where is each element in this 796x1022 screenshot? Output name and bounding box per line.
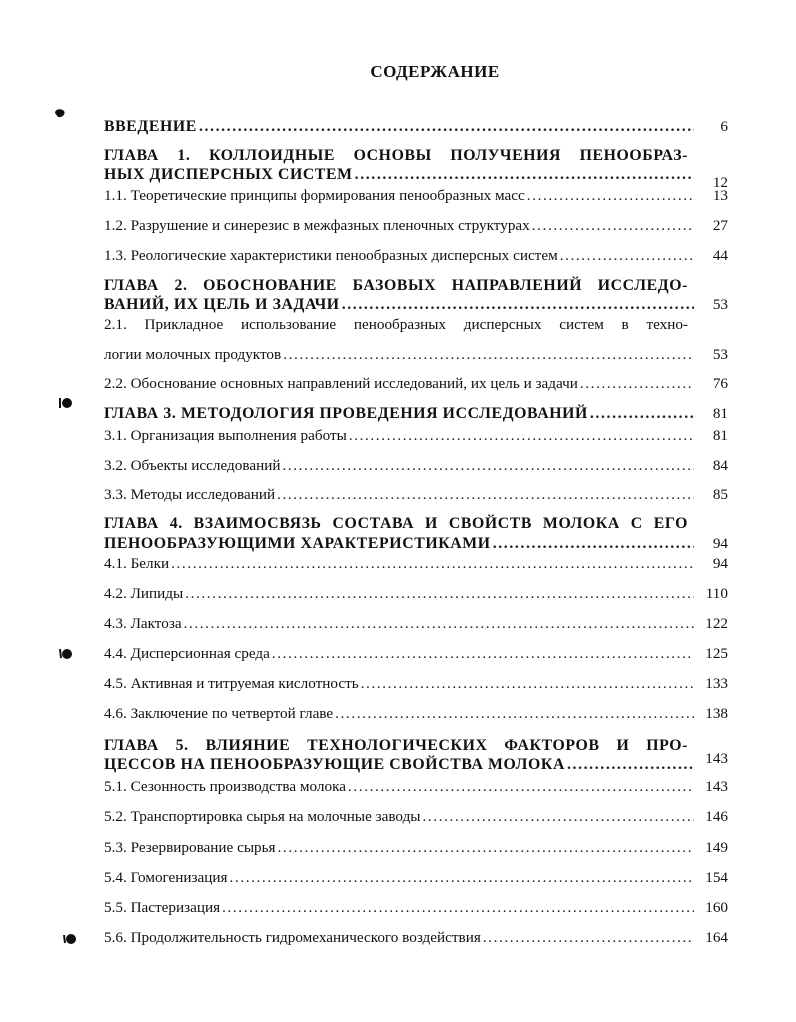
toc-entry-label: 4.3. Лактоза: [104, 615, 182, 632]
toc-section-2-2: [104, 375, 728, 393]
toc-section-2-1-line1: 2.1. Прикладное использование пенообразных дисперсных систем в техно-: [104, 316, 688, 333]
leader-dots: [527, 187, 694, 205]
toc-chapter-1-line1: ГЛАВА 1. КОЛЛОИДНЫЕ ОСНОВЫ ПОЛУЧЕНИЯ ПЕНООБРАЗ-: [104, 147, 688, 164]
toc-page-number: 149: [705, 839, 728, 856]
leader-dots: [361, 675, 694, 693]
toc-entry-label: 3.3. Методы исследований: [104, 486, 276, 503]
toc-page-number: 110: [705, 585, 728, 602]
toc-entry-intro: [104, 118, 728, 136]
leader-dots: [283, 346, 694, 364]
toc-section-2-1: [104, 346, 728, 364]
leader-dots: [493, 535, 694, 553]
toc-section-5-2: [104, 808, 728, 826]
toc-entry-label: 2.2. Обоснование основных направлений исследований, их цель и задачи: [104, 375, 578, 392]
punch-hole-mark: [52, 106, 68, 125]
leader-dots: [483, 929, 694, 947]
toc-entry-label: ГЛАВА 3. МЕТОДОЛОГИЯ ПРОВЕДЕНИЯ ИССЛЕДОВАНИЙ: [104, 405, 588, 422]
toc-section-5-3: [104, 839, 728, 857]
leader-dots: [171, 555, 694, 573]
toc-section-3-1: [104, 427, 728, 445]
toc-entry-label: НЫХ ДИСПЕРСНЫХ СИСТЕМ: [104, 166, 353, 183]
leader-dots: [349, 427, 694, 445]
toc-entry-label: 5.6. Продолжительность гидромеханического воздействия: [104, 929, 481, 946]
toc-section-3-2: [104, 457, 728, 475]
punch-hole-mark: [58, 645, 74, 666]
toc-entry-label: 4.4. Дисперсионная среда: [104, 645, 270, 662]
toc-entry-label: 1.1. Теоретические принципы формирования пенообразных масс: [104, 187, 525, 204]
toc-page-number: 81: [712, 405, 728, 422]
toc-entry-label: ВАНИЙ, ИХ ЦЕЛЬ И ЗАДАЧИ: [104, 296, 340, 313]
toc-page-number: 164: [705, 929, 728, 946]
toc-page-number: 85: [712, 486, 728, 503]
toc-section-4-1: [104, 555, 728, 573]
leader-dots: [278, 839, 694, 857]
toc-chapter-2-line1: ГЛАВА 2. ОБОСНОВАНИЕ БАЗОВЫХ НАПРАВЛЕНИЙ ИССЛЕДО-: [104, 277, 688, 294]
toc-chapter-5-line1: ГЛАВА 5. ВЛИЯНИЕ ТЕХНОЛОГИЧЕСКИХ ФАКТОРОВ И ПРО-: [104, 737, 688, 754]
toc-page-number: 53: [712, 346, 728, 363]
toc-chapter-4: [104, 535, 728, 553]
leader-dots: [348, 778, 694, 796]
toc-page-number: 125: [705, 645, 728, 662]
toc-entry-label: 5.3. Резервирование сырья: [104, 839, 276, 856]
toc-chapter-2: [104, 296, 728, 314]
toc-entry-label: 1.2. Разрушение и синерезис в межфазных пленочных структурах: [104, 217, 530, 234]
leader-dots: [532, 217, 694, 235]
toc-entry-label: ВВЕДЕНИЕ: [104, 118, 197, 135]
toc-entry-label: 5.1. Сезонность производства молока: [104, 778, 346, 795]
leader-dots: [277, 486, 694, 504]
toc-section-3-3: [104, 486, 728, 504]
toc-entry-label: 4.5. Активная и титруемая кислотность: [104, 675, 359, 692]
toc-page-number: 84: [712, 457, 728, 474]
toc-entry-label: 5.2. Транспортировка сырья на молочные заводы: [104, 808, 421, 825]
toc-entry-label: 4.1. Белки: [104, 555, 170, 572]
leader-dots: [335, 705, 694, 723]
toc-section-4-6: [104, 705, 728, 723]
toc-chapter-4-line1: ГЛАВА 4. ВЗАИМОСВЯЗЬ СОСТАВА И СВОЙСТВ МОЛОКА С ЕГО: [104, 515, 688, 532]
toc-page-number: 13: [712, 187, 728, 204]
leader-dots: [580, 375, 694, 393]
page-title-text: СОДЕРЖАНИЕ: [370, 62, 500, 81]
toc-section-5-6: [104, 929, 728, 947]
toc-entry-label: логии молочных продуктов: [104, 346, 282, 363]
toc-entry-label: 3.1. Организация выполнения работы: [104, 427, 347, 444]
toc-entry-label: 5.4. Гомогенизация: [104, 869, 228, 886]
toc-entry-label: 3.2. Объекты исследований: [104, 457, 281, 474]
punch-hole-mark: [58, 395, 74, 416]
toc-entry-label: 4.2. Липиды: [104, 585, 184, 602]
toc-section-4-4: [104, 645, 728, 663]
toc-section-5-5: [104, 899, 728, 917]
toc-section-5-4: [104, 869, 728, 887]
toc-page-number: 143: [705, 778, 728, 795]
toc-section-4-3: [104, 615, 728, 633]
toc-page-number: 94: [712, 555, 728, 572]
toc-section-1-1: [104, 187, 728, 205]
leader-dots: [199, 118, 694, 136]
toc-chapter-5: [104, 750, 728, 774]
toc-page-number: 12: [712, 174, 728, 191]
leader-dots: [423, 808, 694, 826]
toc-entry-label: ПЕНООБРАЗУЮЩИМИ ХАРАКТЕРИСТИКАМИ: [104, 535, 491, 552]
toc-entry-label: ЦЕССОВ НА ПЕНООБРАЗУЮЩИЕ СВОЙСТВА МОЛОКА: [104, 756, 565, 773]
leader-dots: [230, 869, 694, 887]
leader-dots: [184, 615, 694, 633]
leader-dots: [590, 405, 694, 423]
toc-page-number: 6: [720, 118, 728, 135]
toc-section-1-2: [104, 217, 728, 235]
toc-entry-label: 4.6. Заключение по четвертой главе: [104, 705, 334, 722]
toc-page-number: 53: [712, 296, 728, 313]
leader-dots: [282, 457, 694, 475]
toc-page-number: 133: [705, 675, 728, 692]
toc-chapter-3: [104, 405, 728, 423]
punch-hole-mark: [62, 930, 78, 951]
leader-dots: [185, 585, 694, 603]
leader-dots: [342, 296, 694, 314]
toc-page-number: 160: [705, 899, 728, 916]
toc-page-number: 154: [705, 869, 728, 886]
leader-dots: [272, 645, 694, 663]
leader-dots: [560, 247, 694, 265]
toc-section-5-1: [104, 778, 728, 796]
leader-dots: [222, 899, 694, 917]
toc-page-number: 143: [705, 750, 728, 767]
toc-page-number: 44: [712, 247, 728, 264]
leader-dots: [567, 756, 694, 774]
toc-page-number: 146: [705, 808, 728, 825]
toc-entry-label: 5.5. Пастеризация: [104, 899, 221, 916]
toc-page-number: 76: [712, 375, 728, 392]
toc-page-number: 81: [712, 427, 728, 444]
toc-entry-label: 1.3. Реологические характеристики пенообразных дисперсных систем: [104, 247, 558, 264]
toc-page-number: 138: [705, 705, 728, 722]
leader-dots: [355, 166, 694, 184]
toc-page-number: 122: [705, 615, 728, 632]
toc-section-4-5: [104, 675, 728, 693]
toc-section-4-2: [104, 585, 728, 603]
toc-page-number: 27: [712, 217, 728, 234]
toc-chapter-1: [104, 166, 728, 191]
toc-section-1-3: [104, 247, 728, 265]
toc-page-number: 94: [712, 535, 728, 552]
